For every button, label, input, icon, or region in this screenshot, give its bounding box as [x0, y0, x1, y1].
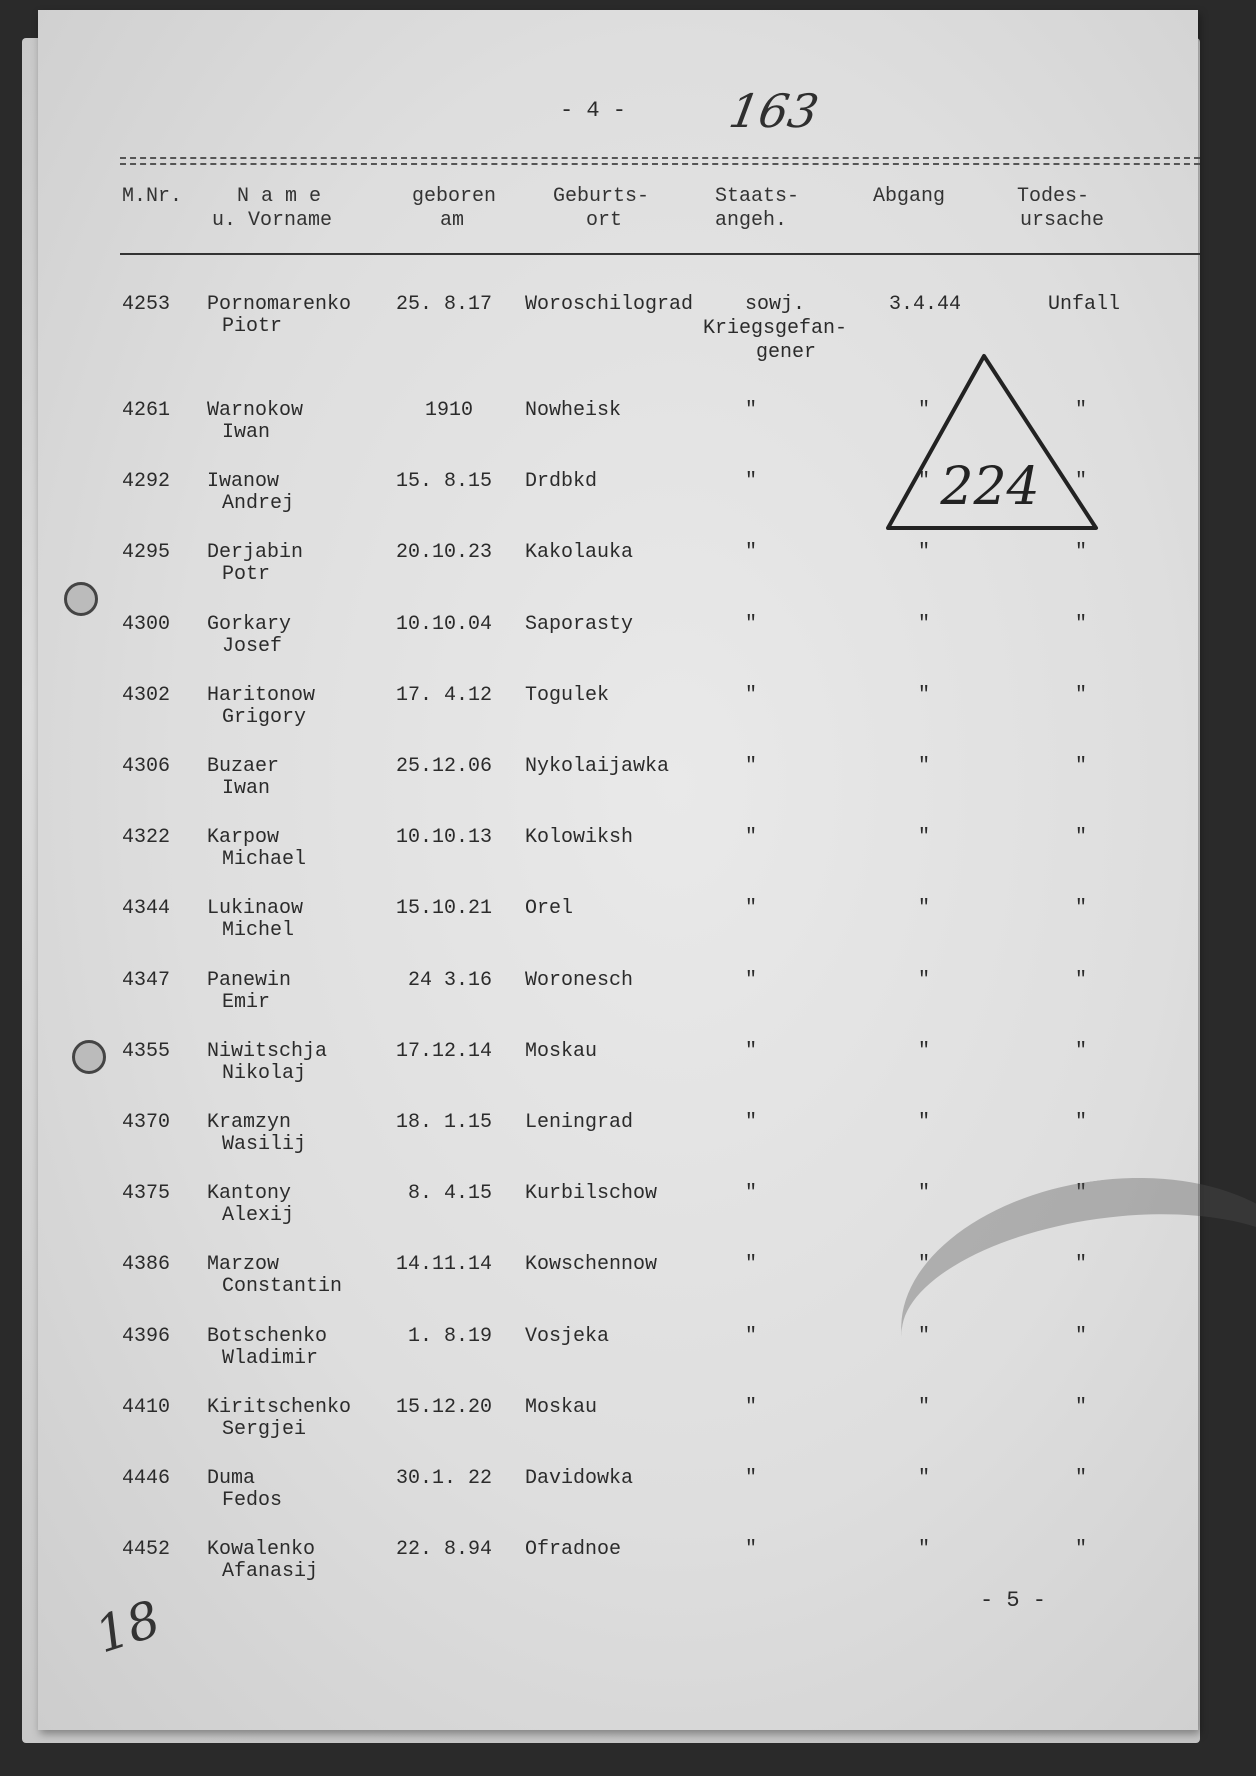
handwritten-corner-number: 18 — [88, 1589, 168, 1665]
cell-surname: Panewin — [207, 969, 292, 992]
header-geb-1: geboren — [412, 185, 497, 208]
cell-firstname: Piotr — [222, 315, 283, 338]
cell-born: 30.1. 22 — [396, 1467, 493, 1490]
cell-place: Ofradnoe — [525, 1538, 622, 1561]
header-abgang: Abgang — [873, 185, 946, 208]
cell-cause: " — [1075, 1325, 1088, 1348]
header-nr: M.Nr. — [122, 185, 183, 208]
cell-staat-3: gener — [756, 341, 817, 364]
cell-abgang: " — [918, 897, 931, 920]
cell-surname: Kowalenko — [207, 1538, 316, 1561]
cell-surname: Kantony — [207, 1182, 292, 1205]
double-rule — [120, 157, 1200, 165]
cell-abgang: 3.4.44 — [889, 293, 962, 316]
cell-nr: 4302 — [122, 684, 171, 707]
cell-surname: Warnokow — [207, 399, 304, 422]
cell-born: 24 3.16 — [408, 969, 493, 992]
cell-firstname: Michel — [222, 919, 295, 942]
cell-firstname: Josef — [222, 635, 283, 658]
table-row — [0, 968, 1256, 1038]
page-number: - 4 - — [560, 98, 627, 123]
header-staat-1: Staats- — [715, 185, 800, 208]
cell-born: 25. 8.17 — [396, 293, 493, 316]
cell-nr: 4355 — [122, 1040, 171, 1063]
cell-nr: 4396 — [122, 1325, 171, 1348]
cell-surname: Kiritschenko — [207, 1396, 352, 1419]
cell-abgang: " — [918, 1111, 931, 1134]
cell-firstname: Fedos — [222, 1489, 283, 1512]
stamp-triangle — [882, 352, 1102, 532]
cell-place: Drdbkd — [525, 470, 598, 493]
cell-cause: " — [1075, 684, 1088, 707]
cell-abgang: " — [918, 1182, 931, 1205]
cell-nr: 4344 — [122, 897, 171, 920]
cell-abgang: " — [918, 1040, 931, 1063]
header-geb-2: am — [440, 209, 465, 232]
cell-abgang: " — [918, 613, 931, 636]
cell-born: 1910 — [425, 399, 474, 422]
table-row — [0, 1110, 1256, 1180]
cell-staat: " — [745, 684, 758, 707]
cell-cause: " — [1075, 1040, 1088, 1063]
footer-next-page: - 5 - — [980, 1588, 1047, 1613]
cell-place: Davidowka — [525, 1467, 634, 1490]
cell-born: 14.11.14 — [396, 1253, 493, 1276]
cell-surname: Duma — [207, 1467, 256, 1490]
cell-cause: " — [1075, 826, 1088, 849]
cell-staat: " — [745, 613, 758, 636]
cell-nr: 4452 — [122, 1538, 171, 1561]
cell-staat: " — [745, 1182, 758, 1205]
cell-born: 22. 8.94 — [396, 1538, 493, 1561]
cell-place: Saporasty — [525, 613, 634, 636]
cell-surname: Niwitschja — [207, 1040, 328, 1063]
cell-abgang: " — [918, 1538, 931, 1561]
header-name-1: N a m e — [237, 185, 322, 208]
cell-place: Kurbilschow — [525, 1182, 658, 1205]
cell-staat: " — [745, 1467, 758, 1490]
cell-place: Vosjeka — [525, 1325, 610, 1348]
cell-nr: 4410 — [122, 1396, 171, 1419]
cell-abgang: " — [918, 826, 931, 849]
cell-nr: 4300 — [122, 613, 171, 636]
cell-cause: " — [1075, 1467, 1088, 1490]
cell-staat: " — [745, 541, 758, 564]
cell-firstname: Emir — [222, 991, 271, 1014]
stamp-number: 224 — [940, 457, 1040, 517]
cell-place: Nowheisk — [525, 399, 622, 422]
cell-nr: 4253 — [122, 293, 171, 316]
cell-born: 17.12.14 — [396, 1040, 493, 1063]
cell-place: Moskau — [525, 1396, 598, 1419]
table-row — [0, 1466, 1256, 1536]
cell-staat: " — [745, 1396, 758, 1419]
cell-surname: Haritonow — [207, 684, 316, 707]
punch-hole — [72, 1040, 106, 1074]
cell-nr: 4347 — [122, 969, 171, 992]
cell-cause: " — [1075, 969, 1088, 992]
cell-abgang: " — [918, 755, 931, 778]
cell-nr: 4292 — [122, 470, 171, 493]
header-name-2: u. Vorname — [212, 209, 333, 232]
cell-cause: " — [1075, 1396, 1088, 1419]
cell-place: Orel — [525, 897, 574, 920]
cell-place: Kakolauka — [525, 541, 634, 564]
handwritten-folio-number: 163 — [725, 84, 823, 138]
cell-staat: " — [745, 897, 758, 920]
cell-cause: " — [1075, 470, 1088, 493]
cell-staat: " — [745, 969, 758, 992]
cell-cause: " — [1075, 399, 1088, 422]
cell-born: 20.10.23 — [396, 541, 493, 564]
cell-born: 15. 8.15 — [396, 470, 493, 493]
cell-firstname: Afanasij — [222, 1560, 319, 1583]
cell-born: 1. 8.19 — [408, 1325, 493, 1348]
cell-place: Leningrad — [525, 1111, 634, 1134]
cell-abgang: " — [918, 1325, 931, 1348]
cell-cause: " — [1075, 1111, 1088, 1134]
cell-born: 8. 4.15 — [408, 1182, 493, 1205]
cell-staat: " — [745, 1040, 758, 1063]
cell-firstname: Michael — [222, 848, 307, 871]
cell-nr: 4446 — [122, 1467, 171, 1490]
cell-born: 17. 4.12 — [396, 684, 493, 707]
cell-cause: " — [1075, 541, 1088, 564]
cell-born: 25.12.06 — [396, 755, 493, 778]
table-row — [0, 754, 1256, 824]
cell-firstname: Nikolaj — [222, 1062, 307, 1085]
cell-firstname: Iwan — [222, 421, 271, 444]
cell-cause: " — [1075, 1182, 1088, 1205]
cell-cause: Unfall — [1048, 293, 1121, 316]
cell-staat: " — [745, 1253, 758, 1276]
cell-abgang: " — [918, 541, 931, 564]
cell-staat: " — [745, 1111, 758, 1134]
header-rule — [120, 253, 1200, 255]
cell-place: Moskau — [525, 1040, 598, 1063]
table-row — [0, 1537, 1256, 1607]
cell-firstname: Andrej — [222, 492, 295, 515]
cell-abgang: " — [918, 969, 931, 992]
cell-place: Togulek — [525, 684, 610, 707]
cell-born: 18. 1.15 — [396, 1111, 493, 1134]
cell-staat: " — [745, 470, 758, 493]
cell-cause: " — [1075, 755, 1088, 778]
cell-firstname: Alexij — [222, 1204, 295, 1227]
cell-born: 10.10.13 — [396, 826, 493, 849]
cell-place: Kolowiksh — [525, 826, 634, 849]
punch-hole — [64, 582, 98, 616]
cell-cause: " — [1075, 897, 1088, 920]
cell-abgang: " — [918, 470, 931, 493]
table-row — [0, 612, 1256, 682]
cell-staat-2: Kriegsgefan- — [703, 317, 848, 340]
table-row — [0, 896, 1256, 966]
cell-abgang: " — [918, 1396, 931, 1419]
cell-staat: " — [745, 1538, 758, 1561]
cell-nr: 4370 — [122, 1111, 171, 1134]
cell-cause: " — [1075, 1538, 1088, 1561]
cell-nr: 4261 — [122, 399, 171, 422]
header-ort-1: Geburts- — [553, 185, 650, 208]
cell-firstname: Sergjei — [222, 1418, 307, 1441]
header-tod-2: ursache — [1020, 209, 1105, 232]
header-tod-1: Todes- — [1017, 185, 1090, 208]
cell-abgang: " — [918, 684, 931, 707]
cell-firstname: Grigory — [222, 706, 307, 729]
cell-place: Nykolaijawka — [525, 755, 670, 778]
cell-abgang: " — [918, 399, 931, 422]
cell-staat: sowj. — [745, 293, 806, 316]
cell-surname: Gorkary — [207, 613, 292, 636]
cell-surname: Pornomarenko — [207, 293, 352, 316]
cell-cause: " — [1075, 613, 1088, 636]
cell-firstname: Constantin — [222, 1275, 343, 1298]
header-ort-2: ort — [586, 209, 623, 232]
cell-nr: 4386 — [122, 1253, 171, 1276]
cell-nr: 4375 — [122, 1182, 171, 1205]
cell-surname: Derjabin — [207, 541, 304, 564]
cell-place: Woronesch — [525, 969, 634, 992]
table-row — [0, 1039, 1256, 1109]
cell-staat: " — [745, 826, 758, 849]
cell-nr: 4295 — [122, 541, 171, 564]
table-row — [0, 683, 1256, 753]
cell-abgang: " — [918, 1253, 931, 1276]
table-row — [0, 540, 1256, 610]
cell-surname: Marzow — [207, 1253, 280, 1276]
cell-surname: Buzaer — [207, 755, 280, 778]
cell-firstname: Potr — [222, 563, 271, 586]
cell-staat: " — [745, 399, 758, 422]
cell-firstname: Wasilij — [222, 1133, 307, 1156]
cell-cause: " — [1075, 1253, 1088, 1276]
cell-firstname: Iwan — [222, 777, 271, 800]
cell-staat: " — [745, 755, 758, 778]
cell-surname: Karpow — [207, 826, 280, 849]
cell-nr: 4306 — [122, 755, 171, 778]
cell-born: 10.10.04 — [396, 613, 493, 636]
cell-nr: 4322 — [122, 826, 171, 849]
cell-surname: Lukinaow — [207, 897, 304, 920]
cell-place: Woroschilograd — [525, 293, 694, 316]
cell-born: 15.12.20 — [396, 1396, 493, 1419]
cell-staat: " — [745, 1325, 758, 1348]
cell-surname: Iwanow — [207, 470, 280, 493]
header-staat-2: angeh. — [715, 209, 788, 232]
cell-place: Kowschennow — [525, 1253, 658, 1276]
table-row — [0, 825, 1256, 895]
cell-abgang: " — [918, 1467, 931, 1490]
cell-surname: Botschenko — [207, 1325, 328, 1348]
cell-surname: Kramzyn — [207, 1111, 292, 1134]
cell-born: 15.10.21 — [396, 897, 493, 920]
cell-firstname: Wladimir — [222, 1347, 319, 1370]
